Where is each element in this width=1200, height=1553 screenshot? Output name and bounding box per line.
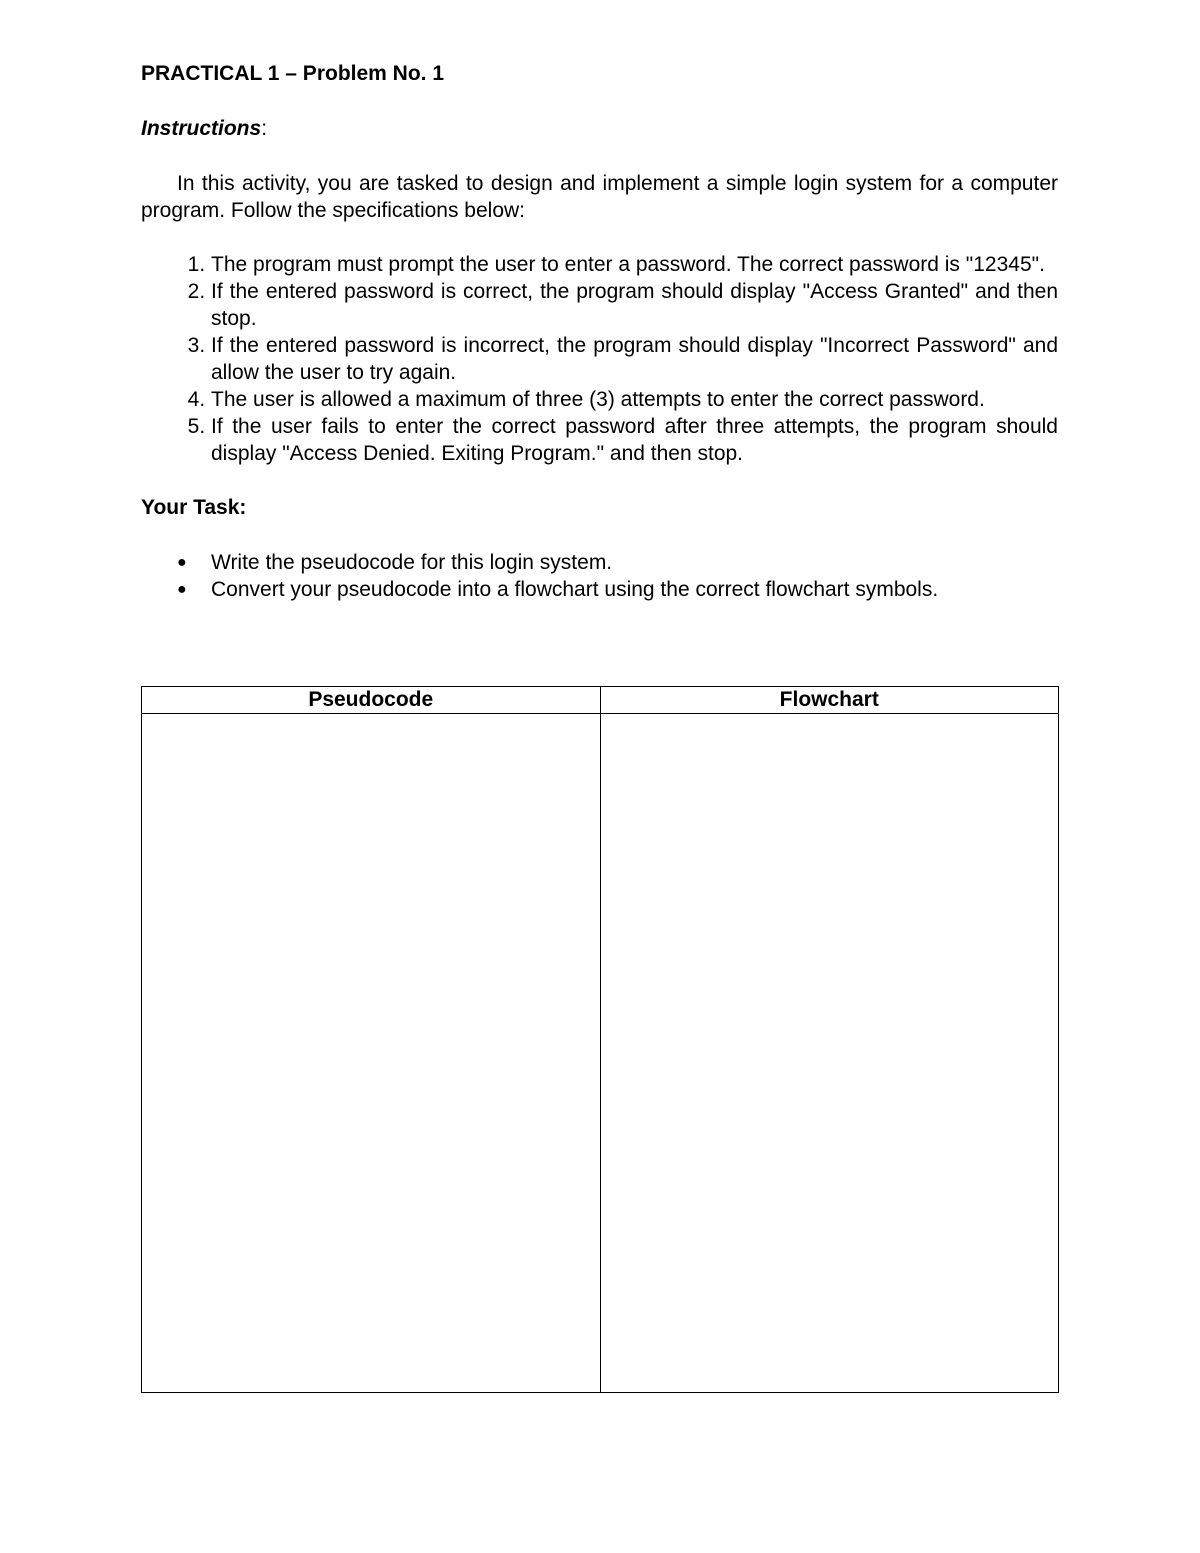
task-list [141,549,1058,603]
task-item-text: Write the pseudocode for this login system. [211,551,613,574]
flowchart-column-header: Flowchart [600,687,1059,714]
task-item [177,576,1058,603]
instructions-colon: : [261,117,268,140]
instructions-heading [141,115,1058,143]
document-page [141,60,1058,603]
bullet-icon: ● [177,581,187,598]
instructions-label: Instructions [141,117,262,140]
specification-list [141,251,1058,467]
specification-item: 3. If the entered password is incorrect, the program should display "Incorrect Password" and allow the user to try again. [211,332,1058,386]
specification-item: 2. If the entered password is correct, the program should display "Access Granted" and then stop. [211,278,1058,332]
specification-item: 4. The user is allowed a maximum of three (3) attempts to enter the correct password. [211,386,1058,413]
instructions-intro: In this activity, you are tasked to design and implement a simple login system for a computer program. Follow the specifications below: [141,172,1058,222]
task-item-text: Convert your pseudocode into a flowchart using the correct flowchart symbols. [211,578,939,601]
specification-item: 5. If the user fails to enter the correct password after three attempts, the program should display "Access Denied. Exiting Program." and then stop. [211,413,1058,467]
answer-table-row [142,714,1059,1393]
pseudocode-answer-cell[interactable] [142,714,601,1393]
answer-table-header-row [142,687,1059,714]
answer-table [141,686,1059,1393]
bullet-icon: ● [177,554,187,571]
pseudocode-column-header: Pseudocode [142,687,601,714]
specification-item: 1. The program must prompt the user to enter a password. The correct password is "12345". [211,251,1058,278]
flowchart-answer-cell[interactable] [600,714,1059,1393]
task-heading: Your Task: [141,496,247,519]
task-item [177,549,1058,576]
document-title: PRACTICAL 1 – Problem No. 1 [141,62,445,85]
